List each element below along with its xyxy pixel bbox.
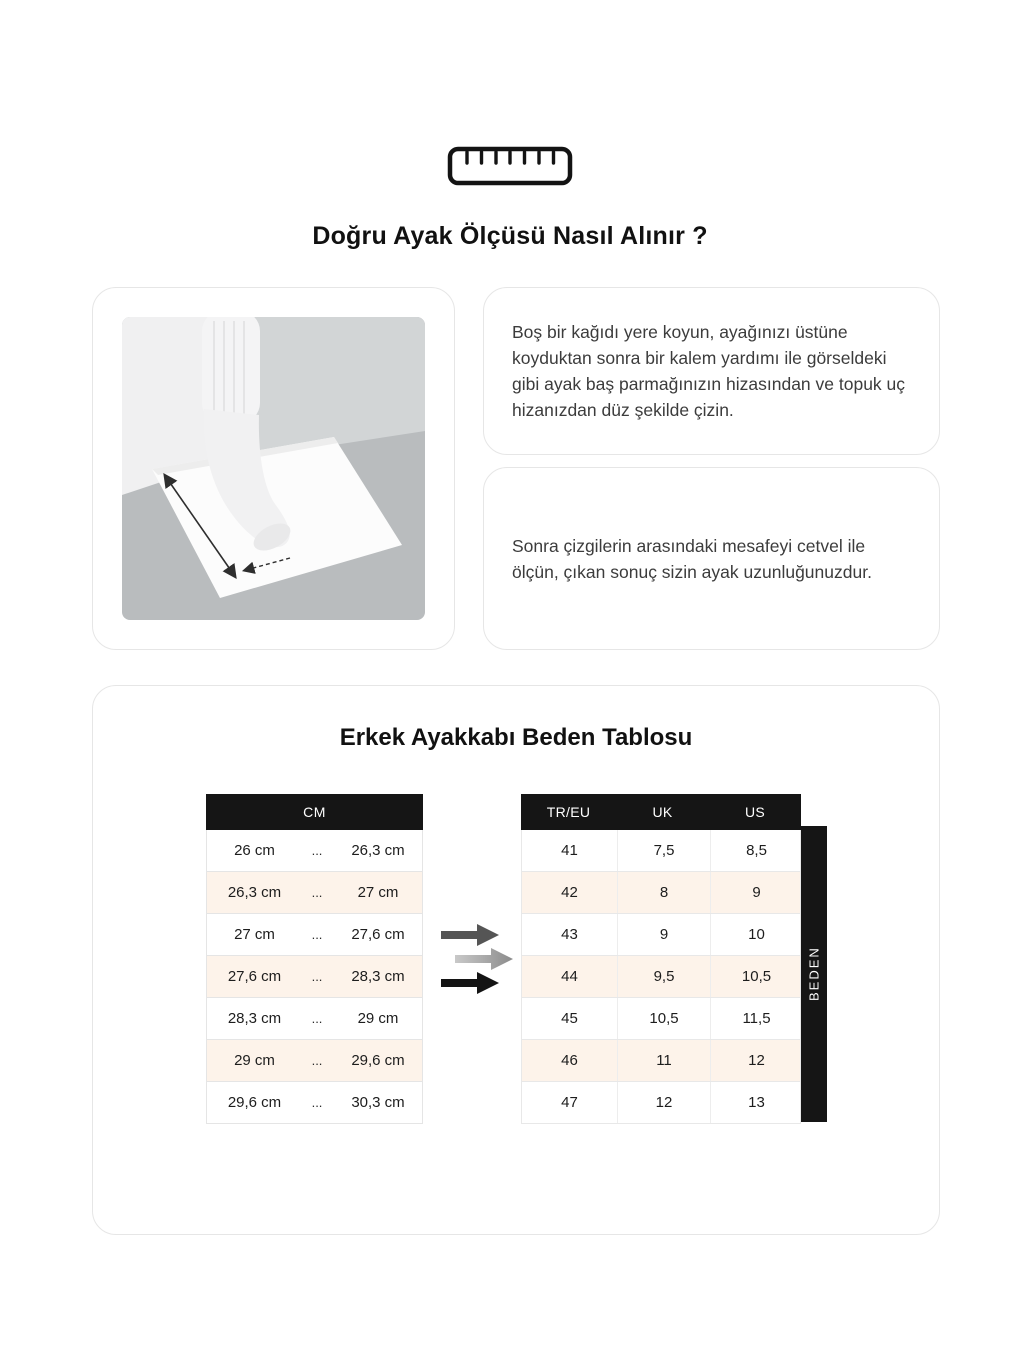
instruction-text-2: Sonra çizgilerin arasındaki mesafeyi cetvel ile ölçün, çıkan sonuç sizin ayak uzunluğunuzdur.: [512, 535, 872, 582]
cm-from: 29,6 cm: [227, 1094, 282, 1111]
tr-eu-size: 42: [561, 884, 578, 901]
cm-to: 29,6 cm: [351, 1052, 405, 1069]
cm-table: [206, 794, 423, 1124]
cm-table-row: [206, 914, 423, 956]
header-us: US: [744, 804, 766, 820]
instruction-card-2: [483, 467, 940, 650]
cm-table-row: [206, 872, 423, 914]
uk-size: 10,5: [617, 998, 710, 1039]
range-separator: ...: [311, 1053, 323, 1068]
cm-table-row: [206, 956, 423, 998]
tr-eu-size: 41: [561, 842, 578, 859]
photo-card: [92, 287, 455, 650]
header-uk: UK: [652, 804, 673, 820]
cm-from: 28,3 cm: [227, 1010, 282, 1027]
us-size: 13: [710, 1082, 802, 1123]
uk-size: 8: [617, 872, 710, 913]
instruction-text-1: Boş bir kağıdı yere koyun, ayağınızı üstüne koyduktan sonra bir kalem yardımı ile görseldeki gibi ayak baş parmağınızın hizasından ve topuk uç hizanızdan düz şekilde çizin.: [512, 322, 906, 420]
size-table-card: [92, 685, 940, 1235]
conversion-table-row: [521, 1082, 801, 1124]
cm-to: 26,3 cm: [351, 842, 405, 859]
us-size: 10: [710, 914, 802, 955]
tr-eu-size: 44: [561, 968, 578, 985]
header-tr-eu: TR/EU: [546, 804, 591, 820]
uk-size: 11: [617, 1040, 710, 1081]
range-separator: ...: [311, 927, 323, 942]
us-size: 12: [710, 1040, 802, 1081]
cm-table-row: [206, 1082, 423, 1124]
us-size: 10,5: [710, 956, 802, 997]
cm-from: 29 cm: [234, 1052, 275, 1069]
us-size: 11,5: [710, 998, 802, 1039]
us-size: 9: [710, 872, 802, 913]
cm-table-header: CM: [206, 794, 423, 830]
range-separator: ...: [311, 885, 323, 900]
tr-eu-size: 47: [561, 1094, 578, 1111]
conversion-table: [521, 794, 801, 1124]
conversion-table-row: [521, 998, 801, 1040]
us-size: 8,5: [710, 830, 802, 871]
cm-from: 26 cm: [234, 842, 275, 859]
size-table-title: Erkek Ayakkabı Beden Tablosu: [339, 724, 693, 751]
range-separator: ...: [311, 1095, 323, 1110]
ruler-icon: [0, 146, 1020, 186]
cm-to: 27 cm: [357, 884, 399, 901]
range-separator: ...: [311, 843, 323, 858]
conversion-table-row: [521, 914, 801, 956]
uk-size: 7,5: [617, 830, 710, 871]
cm-from: 27 cm: [234, 926, 275, 943]
uk-size: 12: [617, 1082, 710, 1123]
uk-size: 9: [617, 914, 710, 955]
conversion-table-row: [521, 830, 801, 872]
range-separator: ...: [311, 1011, 323, 1026]
tr-eu-size: 43: [561, 926, 578, 943]
cm-to: 27,6 cm: [351, 926, 405, 943]
tr-eu-size: 45: [561, 1010, 578, 1027]
uk-size: 9,5: [617, 956, 710, 997]
cm-from: 26,3 cm: [227, 884, 282, 901]
foot-measurement-photo: [122, 317, 425, 620]
cm-to: 29 cm: [357, 1010, 399, 1027]
conversion-table-row: [521, 1040, 801, 1082]
conversion-table-row: [521, 872, 801, 914]
range-separator: ...: [311, 969, 323, 984]
instruction-card-1: [483, 287, 940, 455]
cm-table-row: [206, 830, 423, 872]
size-side-label: BEDEN: [801, 826, 827, 1122]
cm-table-row: [206, 1040, 423, 1082]
cm-to: 28,3 cm: [351, 968, 405, 985]
cm-table-row: [206, 998, 423, 1040]
cm-from: 27,6 cm: [227, 968, 282, 985]
conversion-arrows-icon: [441, 924, 513, 994]
conversion-table-row: [521, 956, 801, 998]
page-title: Doğru Ayak Ölçüsü Nasıl Alınır ?: [312, 222, 708, 250]
cm-to: 30,3 cm: [351, 1094, 405, 1111]
conversion-table-header: [521, 794, 801, 830]
tr-eu-size: 46: [561, 1052, 578, 1069]
